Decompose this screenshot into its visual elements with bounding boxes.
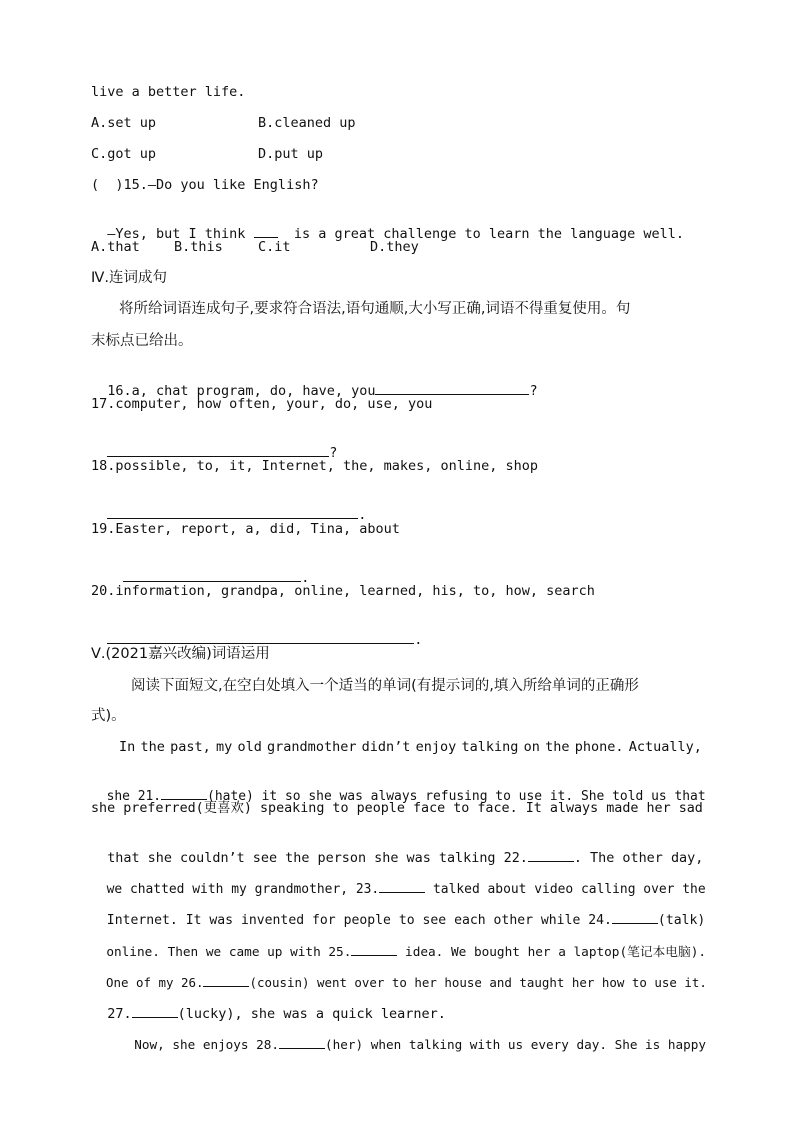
q17-end: ?	[329, 445, 338, 461]
section5-instruction-line1: 阅读下面短文,在空白处填入一个适当的单词(有提示词的,填入所给单词的正确形	[131, 678, 639, 694]
q19-end: .	[301, 570, 310, 586]
section5-heading: Ⅴ.(2021嘉兴改编)词语运用	[91, 646, 270, 662]
section5-instruction-line2: 式)。	[91, 708, 126, 724]
q20-end: .	[414, 632, 423, 648]
q14-option-b: B.cleaned up	[258, 115, 356, 131]
q18-blank	[107, 506, 358, 519]
question-19: 19.Easter, report, a, did, Tina, about	[91, 521, 400, 537]
q19-blank	[123, 569, 301, 582]
passage-line-10: Now, she enjoys 28. (her) when talking with us every day. She is happy	[134, 1037, 707, 1052]
question-20: 20.information, grandpa, online, learned, his, to, how, search	[91, 583, 595, 599]
blank-25	[351, 943, 397, 956]
q16-blank	[375, 382, 529, 395]
q17-blank	[107, 444, 329, 457]
passage-line-6: Internet. It was invented for people to see each other while 24. (talk)	[106, 913, 706, 928]
q15-option-b: B.this	[174, 239, 223, 255]
passage-line-3: she preferred(更喜欢) speaking to people face to face. It always made her sad	[91, 801, 703, 816]
q18-end: .	[358, 507, 367, 523]
passage-line-9: 27. (lucky), she was a quick learner.	[107, 1006, 446, 1022]
section4-heading: Ⅳ.连词成句	[91, 270, 167, 286]
blank-28	[279, 1036, 325, 1049]
q15-answer-start: —Yes, but I think	[107, 226, 246, 242]
blank-26	[203, 974, 249, 987]
passage-line-7: online. Then we came up with 25. idea. We bought her a laptop(笔记本电脑).	[106, 945, 707, 960]
passage-line-2: she 21. (hate) it so she was always refusing to use it. She told us that	[106, 789, 706, 804]
passage-line-8: One of my 26. (cousin) went over to her house and taught her how to use it.	[106, 975, 707, 990]
blank-27	[132, 1005, 178, 1018]
q20-blank	[107, 631, 414, 644]
section4-instruction-line2: 末标点已给出。	[91, 333, 193, 349]
q15-option-a: A.that	[91, 239, 140, 255]
section4-instruction-line1: 将所给词语连成句子,要求符合语法,语句通顺,大小写正确,词语不得重复使用。句	[119, 301, 631, 317]
q18-answer-line	[91, 488, 366, 524]
blank-23	[379, 880, 425, 893]
q15-blank	[254, 225, 278, 238]
passage-line-1: In the past, my old grandmother didn’t enjoy talking on the phone. Actually,	[119, 739, 702, 755]
q14-option-a: A.set up	[91, 115, 157, 131]
q16-words: 16.a, chat program, do, have, you	[107, 383, 376, 399]
q15-option-d: D.they	[370, 239, 419, 255]
q20-answer-line	[91, 613, 422, 649]
q16-end: ?	[529, 383, 538, 399]
q14-option-d: D.put up	[258, 146, 324, 162]
q14-tail: live a better life.	[91, 84, 246, 100]
q15-option-c: C.it	[258, 239, 291, 255]
question-18: 18.possible, to, it, Internet, the, makes, online, shop	[91, 458, 539, 474]
q14-option-c: C.got up	[91, 146, 157, 162]
blank-22	[528, 849, 574, 862]
passage-line-5: we chatted with my grandmother, 23. talked about video calling over the	[106, 882, 706, 897]
passage-line-4: that she couldn’t see the person she was talking 22. . The other day,	[107, 851, 704, 866]
blank-21	[161, 787, 207, 800]
blank-24	[612, 911, 658, 924]
question-17: 17.computer, how often, your, do, use, you	[91, 396, 433, 412]
q15-answer-end: is a great challenge to learn the language well.	[293, 226, 684, 242]
q15-stem: ( )15.—Do you like English?	[91, 177, 319, 193]
